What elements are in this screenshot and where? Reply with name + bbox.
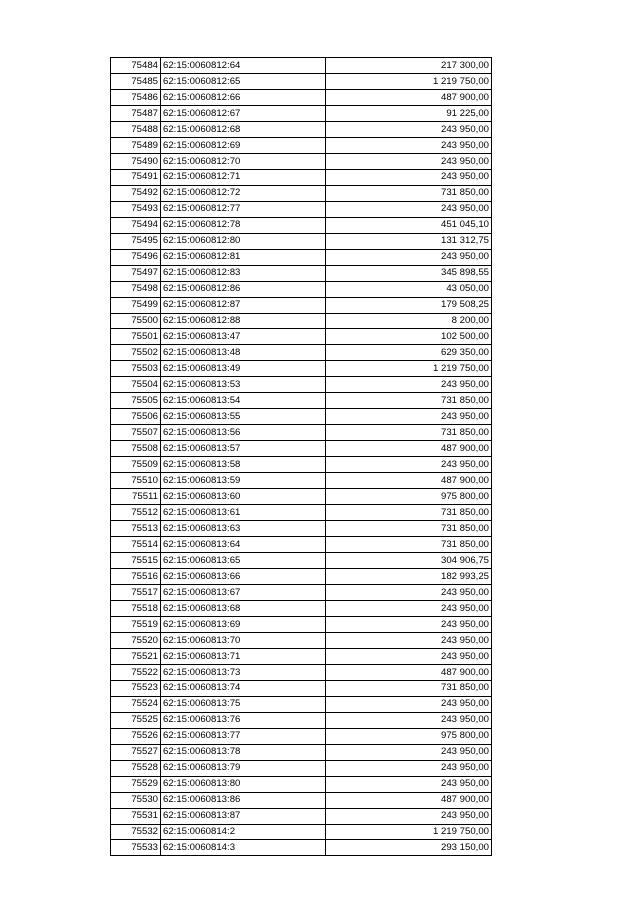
row-number-cell: 75516: [111, 569, 161, 585]
row-number-cell: 75523: [111, 680, 161, 696]
table-row: [111, 121, 492, 137]
row-number-cell: 75486: [111, 89, 161, 105]
table-row: [111, 265, 492, 281]
value-cell: 131 312,75: [326, 233, 492, 249]
value-cell: 731 850,00: [326, 505, 492, 521]
cadastral-number-cell: 62:15:0060814:3: [161, 840, 326, 856]
row-number-cell: 75506: [111, 409, 161, 425]
table-row: [111, 505, 492, 521]
value-cell: 243 950,00: [326, 153, 492, 169]
row-number-cell: 75510: [111, 473, 161, 489]
cadastral-number-cell: 62:15:0060813:79: [161, 760, 326, 776]
table-row: [111, 73, 492, 89]
table-row: [111, 361, 492, 377]
value-cell: 1 219 750,00: [326, 361, 492, 377]
cadastral-number-cell: 62:15:0060813:78: [161, 744, 326, 760]
row-number-cell: 75531: [111, 808, 161, 824]
value-cell: 975 800,00: [326, 728, 492, 744]
table-row: [111, 185, 492, 201]
row-number-cell: 75515: [111, 553, 161, 569]
table-row: [111, 664, 492, 680]
cadastral-number-cell: 62:15:0060813:59: [161, 473, 326, 489]
row-number-cell: 75505: [111, 393, 161, 409]
table-row: [111, 297, 492, 313]
cadastral-number-cell: 62:15:0060812:87: [161, 297, 326, 313]
cadastral-number-cell: 62:15:0060813:87: [161, 808, 326, 824]
table-row: [111, 329, 492, 345]
cadastral-number-cell: 62:15:0060813:56: [161, 425, 326, 441]
cadastral-number-cell: 62:15:0060812:71: [161, 169, 326, 185]
table-row: [111, 201, 492, 217]
row-number-cell: 75487: [111, 105, 161, 121]
row-number-cell: 75501: [111, 329, 161, 345]
cadastral-number-cell: 62:15:0060812:83: [161, 265, 326, 281]
table-row: [111, 425, 492, 441]
value-cell: 629 350,00: [326, 345, 492, 361]
value-cell: 975 800,00: [326, 489, 492, 505]
cadastral-number-cell: 62:15:0060813:75: [161, 696, 326, 712]
table-row: [111, 600, 492, 616]
value-cell: 487 900,00: [326, 792, 492, 808]
value-cell: 243 950,00: [326, 696, 492, 712]
table-row: [111, 616, 492, 632]
value-cell: 243 950,00: [326, 377, 492, 393]
row-number-cell: 75520: [111, 632, 161, 648]
row-number-cell: 75517: [111, 584, 161, 600]
table-row: [111, 553, 492, 569]
cadastral-number-cell: 62:15:0060813:54: [161, 393, 326, 409]
row-number-cell: 75497: [111, 265, 161, 281]
value-cell: 91 225,00: [326, 105, 492, 121]
cadastral-number-cell: 62:15:0060813:63: [161, 521, 326, 537]
table-row: [111, 680, 492, 696]
row-number-cell: 75519: [111, 616, 161, 632]
cadastral-number-cell: 62:15:0060813:65: [161, 553, 326, 569]
table-row: [111, 776, 492, 792]
cadastral-number-cell: 62:15:0060813:80: [161, 776, 326, 792]
row-number-cell: 75492: [111, 185, 161, 201]
row-number-cell: 75495: [111, 233, 161, 249]
value-cell: 731 850,00: [326, 521, 492, 537]
row-number-cell: 75528: [111, 760, 161, 776]
cadastral-number-cell: 62:15:0060812:70: [161, 153, 326, 169]
table-row: [111, 281, 492, 297]
value-cell: 345 898,55: [326, 265, 492, 281]
cadastral-number-cell: 62:15:0060813:66: [161, 569, 326, 585]
value-cell: 217 300,00: [326, 58, 492, 74]
value-cell: 243 950,00: [326, 249, 492, 265]
row-number-cell: 75522: [111, 664, 161, 680]
row-number-cell: 75490: [111, 153, 161, 169]
table-row: [111, 808, 492, 824]
cadastral-number-cell: 62:15:0060813:73: [161, 664, 326, 680]
value-cell: 487 900,00: [326, 441, 492, 457]
row-number-cell: 75493: [111, 201, 161, 217]
cadastral-number-cell: 62:15:0060813:58: [161, 457, 326, 473]
cadastral-number-cell: 62:15:0060812:72: [161, 185, 326, 201]
table-row: [111, 377, 492, 393]
cadastral-number-cell: 62:15:0060812:66: [161, 89, 326, 105]
value-cell: 243 950,00: [326, 584, 492, 600]
table-row: [111, 58, 492, 74]
value-cell: 243 950,00: [326, 169, 492, 185]
value-cell: 243 950,00: [326, 409, 492, 425]
value-cell: 243 950,00: [326, 712, 492, 728]
table-row: [111, 169, 492, 185]
row-number-cell: 75529: [111, 776, 161, 792]
cadastral-number-cell: 62:15:0060813:68: [161, 600, 326, 616]
row-number-cell: 75530: [111, 792, 161, 808]
row-number-cell: 75521: [111, 648, 161, 664]
cadastral-number-cell: 62:15:0060812:86: [161, 281, 326, 297]
row-number-cell: 75499: [111, 297, 161, 313]
table-row: [111, 824, 492, 840]
cadastral-number-cell: 62:15:0060812:88: [161, 313, 326, 329]
row-number-cell: 75488: [111, 121, 161, 137]
row-number-cell: 75494: [111, 217, 161, 233]
value-cell: 731 850,00: [326, 185, 492, 201]
cadastral-number-cell: 62:15:0060813:69: [161, 616, 326, 632]
value-cell: 243 950,00: [326, 744, 492, 760]
cadastral-number-cell: 62:15:0060813:77: [161, 728, 326, 744]
row-number-cell: 75526: [111, 728, 161, 744]
cadastral-number-cell: 62:15:0060812:69: [161, 137, 326, 153]
value-cell: 451 045,10: [326, 217, 492, 233]
cadastral-number-cell: 62:15:0060812:78: [161, 217, 326, 233]
table-row: [111, 105, 492, 121]
table-row: [111, 648, 492, 664]
value-cell: 731 850,00: [326, 680, 492, 696]
table-row: [111, 632, 492, 648]
row-number-cell: 75509: [111, 457, 161, 473]
table-row: [111, 712, 492, 728]
value-cell: 293 150,00: [326, 840, 492, 856]
table-row: [111, 217, 492, 233]
row-number-cell: 75532: [111, 824, 161, 840]
value-cell: 243 950,00: [326, 600, 492, 616]
cadastral-number-cell: 62:15:0060813:53: [161, 377, 326, 393]
row-number-cell: 75524: [111, 696, 161, 712]
cadastral-number-cell: 62:15:0060812:68: [161, 121, 326, 137]
cadastral-number-cell: 62:15:0060813:71: [161, 648, 326, 664]
cadastral-number-cell: 62:15:0060813:60: [161, 489, 326, 505]
table-body: [111, 58, 492, 856]
table-row: [111, 792, 492, 808]
value-cell: 731 850,00: [326, 393, 492, 409]
row-number-cell: 75527: [111, 744, 161, 760]
cadastral-number-cell: 62:15:0060814:2: [161, 824, 326, 840]
cadastral-number-cell: 62:15:0060812:65: [161, 73, 326, 89]
cadastral-number-cell: 62:15:0060813:47: [161, 329, 326, 345]
value-cell: 243 950,00: [326, 648, 492, 664]
value-cell: 1 219 750,00: [326, 73, 492, 89]
cadastral-number-cell: 62:15:0060813:49: [161, 361, 326, 377]
table-row: [111, 569, 492, 585]
cadastral-value-table: [110, 57, 492, 856]
cadastral-number-cell: 62:15:0060813:64: [161, 537, 326, 553]
table-row: [111, 696, 492, 712]
table-row: [111, 457, 492, 473]
value-cell: 731 850,00: [326, 425, 492, 441]
value-cell: 731 850,00: [326, 537, 492, 553]
row-number-cell: 75484: [111, 58, 161, 74]
row-number-cell: 75496: [111, 249, 161, 265]
table-row: [111, 473, 492, 489]
value-cell: 243 950,00: [326, 776, 492, 792]
cadastral-number-cell: 62:15:0060813:57: [161, 441, 326, 457]
table-row: [111, 249, 492, 265]
table-row: [111, 728, 492, 744]
cadastral-number-cell: 62:15:0060812:67: [161, 105, 326, 121]
value-cell: 43 050,00: [326, 281, 492, 297]
table-row: [111, 89, 492, 105]
table-row: [111, 441, 492, 457]
value-cell: 243 950,00: [326, 632, 492, 648]
value-cell: 243 950,00: [326, 616, 492, 632]
value-cell: 102 500,00: [326, 329, 492, 345]
value-cell: 182 993,25: [326, 569, 492, 585]
value-cell: 304 906,75: [326, 553, 492, 569]
cadastral-number-cell: 62:15:0060813:76: [161, 712, 326, 728]
value-cell: 487 900,00: [326, 664, 492, 680]
table-row: [111, 537, 492, 553]
row-number-cell: 75503: [111, 361, 161, 377]
row-number-cell: 75533: [111, 840, 161, 856]
value-cell: 8 200,00: [326, 313, 492, 329]
value-cell: 487 900,00: [326, 89, 492, 105]
value-cell: 243 950,00: [326, 121, 492, 137]
row-number-cell: 75525: [111, 712, 161, 728]
row-number-cell: 75507: [111, 425, 161, 441]
cadastral-number-cell: 62:15:0060813:55: [161, 409, 326, 425]
table-row: [111, 345, 492, 361]
value-cell: 243 950,00: [326, 457, 492, 473]
cadastral-number-cell: 62:15:0060812:64: [161, 58, 326, 74]
cadastral-number-cell: 62:15:0060813:61: [161, 505, 326, 521]
row-number-cell: 75502: [111, 345, 161, 361]
row-number-cell: 75485: [111, 73, 161, 89]
cadastral-number-cell: 62:15:0060813:67: [161, 584, 326, 600]
value-cell: 243 950,00: [326, 760, 492, 776]
table-row: [111, 840, 492, 856]
table-row: [111, 760, 492, 776]
value-cell: 243 950,00: [326, 137, 492, 153]
row-number-cell: 75508: [111, 441, 161, 457]
cadastral-number-cell: 62:15:0060812:77: [161, 201, 326, 217]
table-row: [111, 393, 492, 409]
row-number-cell: 75518: [111, 600, 161, 616]
row-number-cell: 75500: [111, 313, 161, 329]
value-cell: 1 219 750,00: [326, 824, 492, 840]
value-cell: 487 900,00: [326, 473, 492, 489]
table-row: [111, 137, 492, 153]
cadastral-number-cell: 62:15:0060813:70: [161, 632, 326, 648]
row-number-cell: 75489: [111, 137, 161, 153]
cadastral-number-cell: 62:15:0060813:86: [161, 792, 326, 808]
table-row: [111, 521, 492, 537]
value-cell: 179 508,25: [326, 297, 492, 313]
value-cell: 243 950,00: [326, 201, 492, 217]
row-number-cell: 75504: [111, 377, 161, 393]
table-row: [111, 313, 492, 329]
cadastral-number-cell: 62:15:0060813:74: [161, 680, 326, 696]
table-row: [111, 744, 492, 760]
row-number-cell: 75514: [111, 537, 161, 553]
row-number-cell: 75513: [111, 521, 161, 537]
table-row: [111, 153, 492, 169]
value-cell: 243 950,00: [326, 808, 492, 824]
table-row: [111, 409, 492, 425]
row-number-cell: 75491: [111, 169, 161, 185]
cadastral-number-cell: 62:15:0060813:48: [161, 345, 326, 361]
cadastral-number-cell: 62:15:0060812:81: [161, 249, 326, 265]
row-number-cell: 75512: [111, 505, 161, 521]
cadastral-number-cell: 62:15:0060812:80: [161, 233, 326, 249]
table-row: [111, 489, 492, 505]
row-number-cell: 75498: [111, 281, 161, 297]
table-row: [111, 233, 492, 249]
row-number-cell: 75511: [111, 489, 161, 505]
table-row: [111, 584, 492, 600]
